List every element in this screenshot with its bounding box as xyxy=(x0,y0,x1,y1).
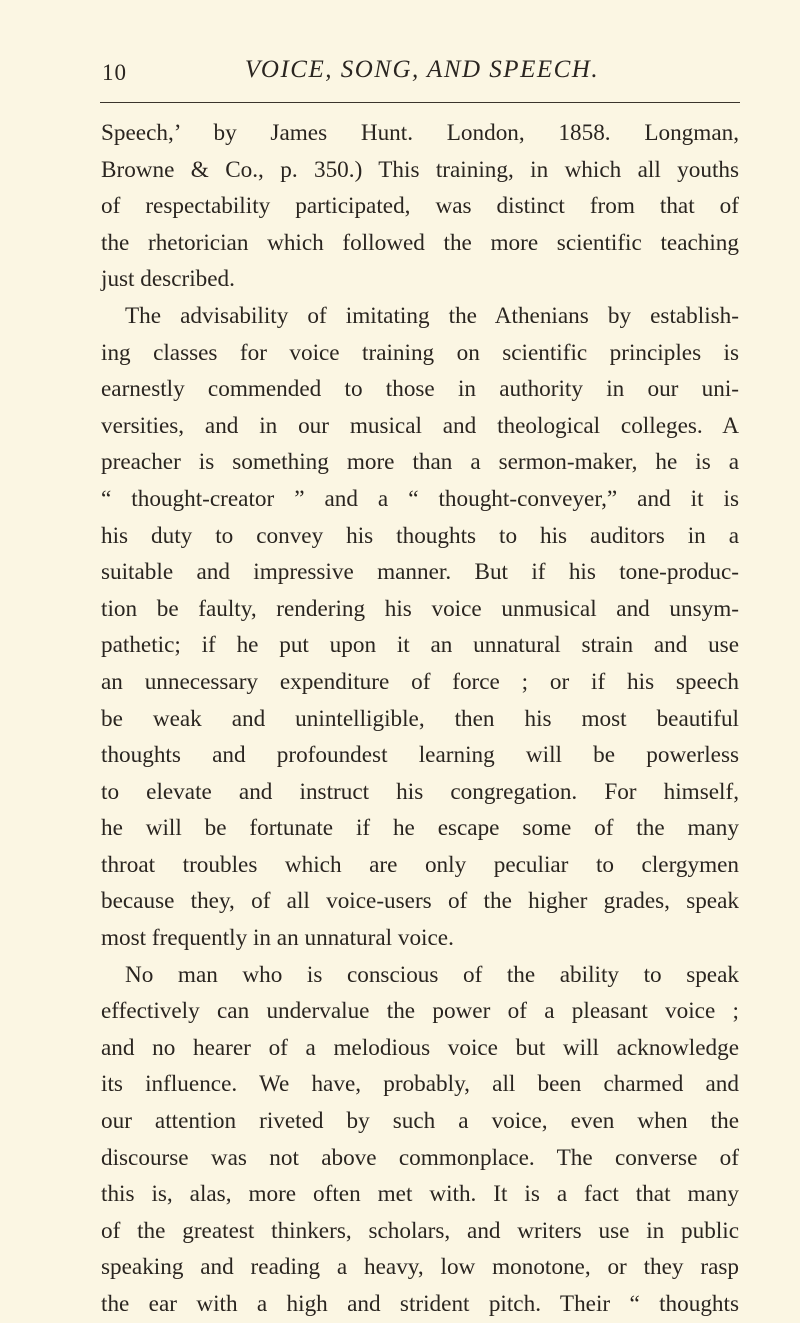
page-number: 10 xyxy=(102,60,127,85)
text-line: throat troubles which are only peculiar to clergymen xyxy=(101,851,739,878)
text-line: of the greatest thinkers, scholars, and writers use in public xyxy=(101,1217,739,1244)
text-line: and no hearer of a melodious voice but will acknowledge xyxy=(101,1034,739,1061)
text-line: its influence. We have, probably, all been charmed and xyxy=(101,1071,739,1098)
text-line: be weak and unintelligible, then his most beautiful xyxy=(101,705,739,732)
text-line: tion be faulty, rendering his voice unmusical and unsym- xyxy=(101,595,739,622)
text-line: thoughts and profoundest learning will be powerless xyxy=(101,742,739,769)
text-line: discourse was not above commonplace. The converse of xyxy=(101,1144,739,1171)
text-line: his duty to convey his thoughts to his auditors in a xyxy=(101,522,739,549)
text-line: the ear with a high and strident pitch. Their “ thoughts xyxy=(101,1291,739,1317)
text-line: versities, and in our musical and theological colleges. A xyxy=(101,412,739,439)
text-line: our attention riveted by such a voice, even when the xyxy=(101,1108,739,1135)
text-line: No man who is conscious of the ability to speak xyxy=(125,961,739,988)
text-line: this is, alas, more often met with. It is a fact that many xyxy=(101,1181,739,1208)
text-line: speaking and reading a heavy, low monotone, or they rasp xyxy=(101,1254,739,1281)
text-line: “ thought-creator ” and a “ thought-conveyer,” and it is xyxy=(101,485,739,512)
text-line: an unnecessary expenditure of force ; or if his speech xyxy=(101,668,739,695)
text-line: the rhetorician which followed the more scientific teaching xyxy=(101,229,739,256)
text-line: because they, of all voice-users of the higher grades, speak xyxy=(101,888,739,915)
text-line: to elevate and instruct his congregation. For himself, xyxy=(101,778,739,805)
text-line: Browne & Co., p. 350.) This training, in which all youths xyxy=(101,156,739,183)
text-line: pathetic; if he put upon it an unnatural strain and use xyxy=(101,632,739,659)
text-line: preacher is something more than a sermon-maker, he is a xyxy=(101,449,739,476)
text-line: ing classes for voice training on scientific principles is xyxy=(101,339,739,366)
text-line: The advisability of imitating the Athenians by establish- xyxy=(125,302,739,329)
text-line: he will be fortunate if he escape some of the many xyxy=(101,815,739,842)
text-line: suitable and impressive manner. But if his tone-produc- xyxy=(101,559,739,586)
text-line: effectively can undervalue the power of a pleasant voice ; xyxy=(101,998,739,1025)
running-title: VOICE, SONG, AND SPEECH. xyxy=(244,56,600,83)
text-line: of respectability participated, was distinct from that of xyxy=(101,193,739,220)
body-text xyxy=(101,115,739,1323)
text-line: just described. xyxy=(101,266,235,293)
text-line: Speech,’ by James Hunt. London, 1858. Longman, xyxy=(101,120,739,146)
header-rule xyxy=(100,102,740,103)
running-head xyxy=(102,52,742,92)
text-line: earnestly commended to those in authority in our uni- xyxy=(101,376,739,403)
text-line: most frequently in an unnatural voice. xyxy=(101,925,454,952)
